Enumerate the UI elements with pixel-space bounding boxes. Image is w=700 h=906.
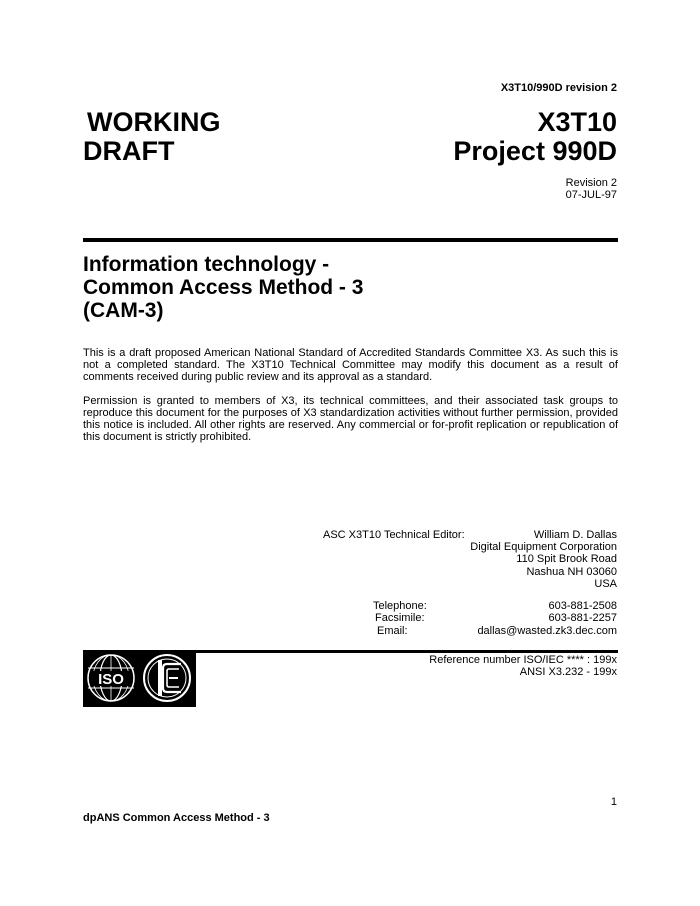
document-id: X3T10/990D revision 2: [500, 82, 617, 94]
permission-paragraph: Permission is granted to members of X3, its technical committees, and their associated task groups to reproduce this document for the purposes of X3 standardization activities without further permission, provided this notice is included. All other rights are reserved. Any commercial or for-profit replication or republication of this document is strictly prohibited.: [83, 395, 618, 443]
title-line-3: (CAM-3): [83, 299, 164, 322]
telephone-label: Telephone:: [373, 600, 427, 612]
title-line-1: Information technology -: [83, 253, 330, 276]
editor-name: William D. Dallas: [533, 529, 617, 541]
draft-label: DRAFT: [83, 136, 175, 166]
revision-label: Revision 2: [565, 177, 617, 189]
editor-street: 110 Spit Brook Road: [516, 553, 617, 566]
ansi-reference-number: ANSI X3.232 - 199x: [519, 666, 617, 678]
page-number: 1: [610, 796, 617, 808]
running-footer-title: dpANS Common Access Method - 3: [83, 812, 270, 824]
fax-label: Facsimile:: [375, 612, 425, 624]
editor-city: Nashua NH 03060: [526, 565, 617, 578]
editor-label: ASC X3T10 Technical Editor:: [323, 529, 465, 541]
title-rule: [83, 238, 618, 242]
standards-logos: [83, 650, 196, 707]
draft-notice-paragraph: This is a draft proposed American National Standard of Accredited Standards Committee X3. As such this is not a completed standard. The X3T10 Technical Committee may modify this document as a result of comments received during public review and its approval as a standard.: [83, 347, 618, 383]
editor-company: Digital Equipment Corporation: [470, 541, 617, 554]
revision-date: 07-JUL-97: [565, 189, 617, 201]
document-title: [83, 253, 363, 322]
reference-block: [429, 654, 617, 678]
telephone-value: 603-881-2508: [548, 600, 617, 612]
committee-title: X3T10: [537, 107, 617, 137]
fax-value: 603-881-2257: [548, 612, 617, 624]
iso-iec-logo: [83, 650, 196, 707]
editor-country: USA: [594, 577, 617, 590]
iso-logo-icon: [88, 655, 134, 701]
title-line-2: Common Access Method - 3: [83, 276, 364, 299]
iec-logo-text: IEC: [166, 706, 168, 707]
working-label: WORKING: [87, 107, 221, 137]
iso-reference-number: Reference number ISO/IEC **** : 199x: [429, 654, 617, 666]
email-value: dallas@wasted.zk3.dec.com: [477, 625, 617, 637]
iso-logo-text: ISO: [98, 671, 124, 688]
editor-address: [470, 529, 617, 590]
revision-block: [566, 177, 617, 201]
email-label: Email:: [377, 625, 408, 637]
project-title: Project 990D: [453, 136, 617, 166]
